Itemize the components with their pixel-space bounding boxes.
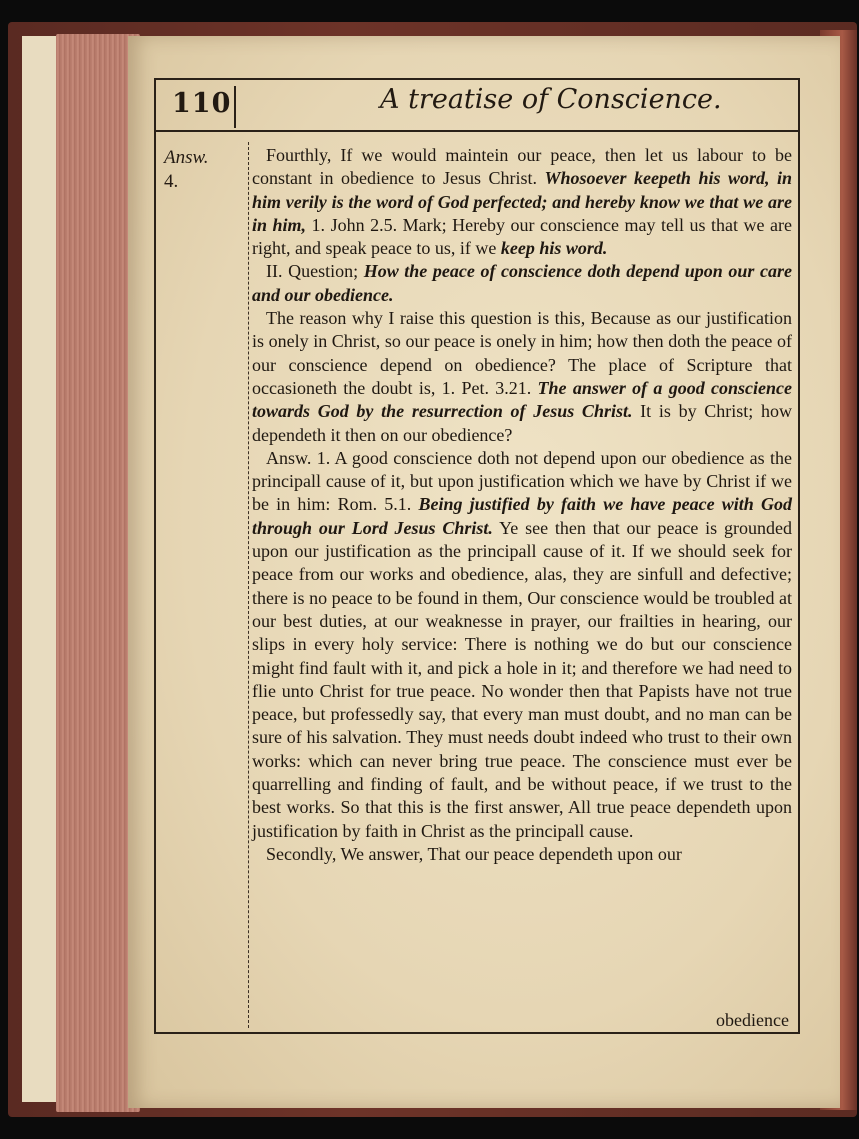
roman-text: The reason why I raise this question is this, Because as our justification is onely in Christ, so our peace is onely in him; how then doth the peace of our conscience depend on obedience? The place of Scripture that occasioneth the doubt is, 1. Pet. 3.21. bbox=[252, 308, 792, 398]
catchword: obedience bbox=[716, 1010, 789, 1030]
paragraph bbox=[252, 260, 792, 307]
paragraph bbox=[252, 144, 792, 260]
paragraph bbox=[252, 307, 792, 447]
margin-rule bbox=[248, 142, 250, 1028]
bottom-rule bbox=[154, 1032, 798, 1034]
italic-text: How the peace of conscience doth depend upon our care and our obedience. bbox=[252, 261, 793, 305]
top-rule bbox=[154, 78, 798, 80]
roman-text: Answ. 1. A good conscience doth not depend upon our obedience as the principall cause of it, but upon justification which we have by Christ if we be in him: Rom. 5.1. bbox=[252, 447, 792, 515]
margin-number: 4. bbox=[164, 171, 179, 192]
roman-text: It is by Christ; how dependeth it then on our obedience? bbox=[252, 401, 792, 445]
body-text bbox=[252, 144, 792, 866]
roman-text: 1. John 2.5. Mark; Hereby our conscience may tell us that we are right, and speak peace to us, if we bbox=[252, 214, 792, 259]
header-rule bbox=[154, 130, 798, 132]
header-separator bbox=[234, 86, 236, 128]
italic-text: keep his word. bbox=[500, 238, 608, 259]
roman-text: Ye see then that our peace is grounded upon our justification as the principall cause of it. If we should seek for peace from our works and obedience, alas, they are sinfull and defective; there is no peace to be found in them, Our conscience would be troubled at our best duties, at our weaknesse in prayer, our frailties in hearing, our slips in every holy service: There is nothing we do but our conscience might find fault with it, and pick a hole in it; and therefore we had need to flie unto Christ for true peace. No wonder then that Papists have not true peace, but professedly say, that every man must doubt, and no man can be sure of his salvation. They must needs doubt indeed who trust to their own works: which can never bring true peace. The conscience must ever be quarrelling and finding of fault, and be without peace, if we trust to the best works. So that this is the first answer, All true peace dependeth upon justification by faith in Christ as the principall cause. bbox=[252, 517, 792, 841]
page-number: 110 bbox=[172, 88, 232, 119]
italic-text: The answer of a good conscience towards God by the resurrection of Jesus Christ. bbox=[252, 377, 792, 422]
italic-text: Whosoever keepeth his word, in him verily is the word of God perfected; and hereby know we that we are in him, bbox=[252, 168, 792, 235]
roman-text: Secondly, We answer, That our peace dependeth upon our bbox=[266, 843, 682, 864]
roman-text: II. Question; bbox=[266, 261, 364, 282]
roman-text: Fourthly, If we would maintein our peace, then let us labour to be constant in obedience to Jesus Christ. bbox=[252, 145, 792, 189]
italic-text: Being justified by faith we have peace with God through our Lord Jesus Christ. bbox=[252, 494, 792, 538]
paragraph bbox=[252, 843, 792, 866]
margin-note bbox=[164, 146, 234, 194]
running-title: A treatise of Conscience. bbox=[380, 84, 722, 115]
paragraph bbox=[252, 447, 792, 843]
margin-label: Answ. bbox=[164, 147, 209, 168]
